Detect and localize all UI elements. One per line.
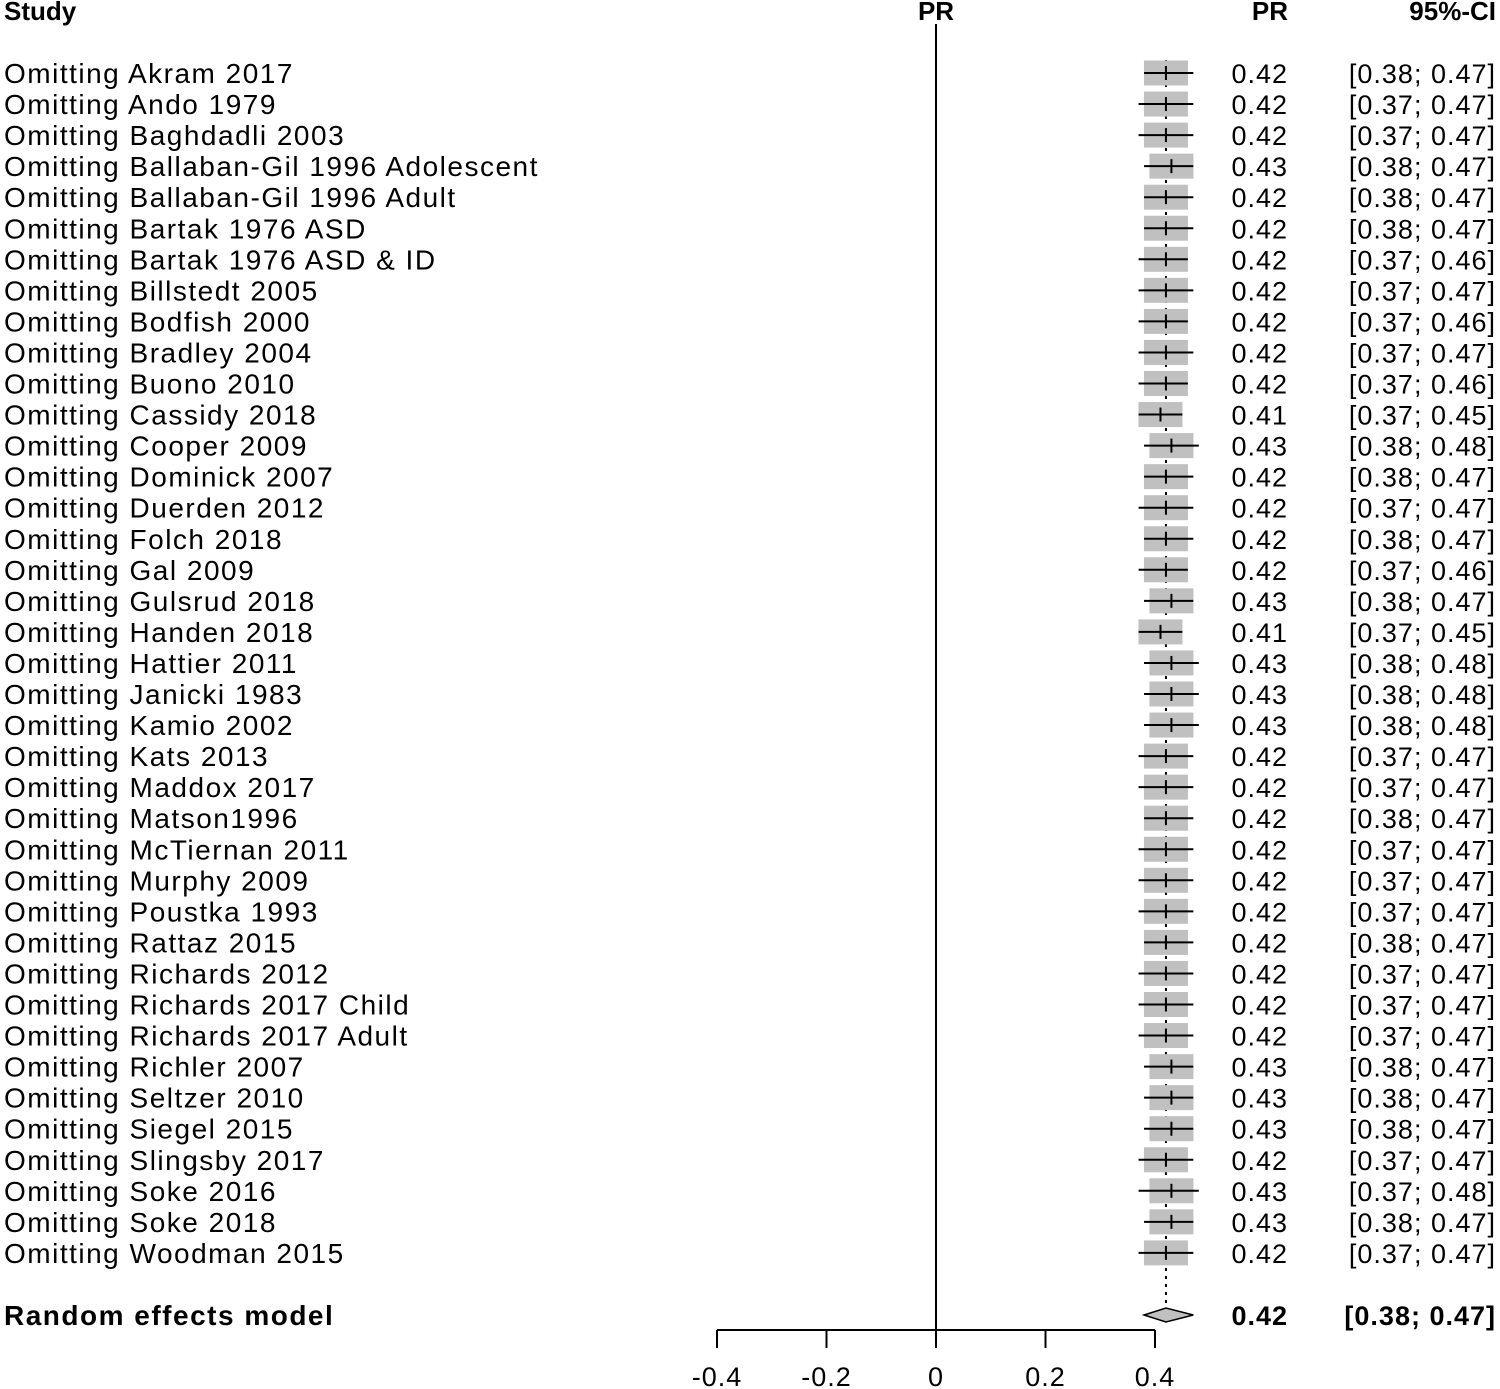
study-row	[4, 400, 1496, 431]
estimate-value: 0.42	[1231, 276, 1288, 307]
estimate-value: 0.42	[1231, 183, 1288, 214]
ci-value: [0.37; 0.47]	[1348, 1238, 1496, 1269]
summary-row	[4, 1300, 1496, 1331]
estimate-value: 0.42	[1231, 866, 1288, 897]
summary-label: Random effects model	[4, 1300, 335, 1331]
study-row	[4, 865, 1496, 896]
ci-value: [0.38; 0.47]	[1348, 524, 1496, 555]
study-row	[4, 275, 1496, 306]
study-row	[4, 1083, 1496, 1114]
study-row	[4, 1238, 1496, 1269]
ci-value: [0.38; 0.47]	[1348, 152, 1496, 183]
estimate-value: 0.42	[1231, 369, 1288, 400]
ci-value: [0.37; 0.47]	[1348, 866, 1496, 897]
estimate-value: 0.43	[1231, 648, 1288, 679]
estimate-value: 0.43	[1231, 431, 1288, 462]
ci-value: [0.38; 0.47]	[1348, 1207, 1496, 1238]
estimate-value: 0.42	[1231, 59, 1288, 89]
study-label: Omitting Gal 2009	[4, 554, 256, 586]
study-row	[4, 927, 1496, 958]
study-label: Omitting Bartak 1976 ASD & ID	[4, 244, 437, 276]
ci-value: [0.38; 0.47]	[1348, 462, 1496, 493]
estimate-value: 0.42	[1231, 555, 1288, 586]
ci-value: [0.37; 0.46]	[1348, 307, 1496, 338]
estimate-value: 0.42	[1231, 804, 1288, 835]
study-label: Omitting Ballaban-Gil 1996 Adult	[4, 182, 457, 214]
study-label: Omitting Gulsrud 2018	[4, 585, 316, 617]
study-label: Omitting Hattier 2011	[4, 647, 298, 679]
x-axis-tick-label: -0.4	[691, 1362, 743, 1389]
study-row	[4, 182, 1496, 213]
ci-value: [0.37; 0.47]	[1348, 897, 1496, 928]
ci-value: [0.37; 0.46]	[1348, 555, 1496, 586]
ci-value: [0.37; 0.47]	[1348, 338, 1496, 369]
ci-value: [0.38; 0.48]	[1348, 680, 1496, 710]
study-row	[4, 244, 1496, 275]
study-label: Omitting Dominick 2007	[4, 461, 335, 493]
x-axis-tick-label: -0.2	[801, 1362, 852, 1389]
ci-value: [0.38; 0.47]	[1348, 928, 1496, 959]
study-row	[4, 1114, 1496, 1145]
estimate-value: 0.42	[1231, 959, 1288, 990]
study-row	[4, 741, 1496, 772]
header-row	[4, 0, 1496, 26]
study-label: Omitting Handen 2018	[4, 616, 315, 648]
study-row	[4, 213, 1496, 244]
study-label: Omitting Buono 2010	[4, 368, 296, 400]
x-axis	[692, 1330, 1176, 1389]
study-label: Omitting Soke 2016	[4, 1175, 277, 1207]
study-label: Omitting Slingsby 2017	[4, 1144, 325, 1176]
estimate-value: 0.42	[1231, 245, 1288, 276]
ci-value: [0.38; 0.47]	[1348, 1083, 1496, 1114]
x-axis-tick-label: 0.2	[1025, 1362, 1066, 1389]
study-row	[4, 772, 1496, 803]
ci-value: [0.37; 0.47]	[1348, 742, 1496, 773]
study-label: Omitting Billstedt 2005	[4, 275, 319, 307]
summary-estimate-value: 0.42	[1231, 1301, 1288, 1331]
ci-value: [0.38; 0.47]	[1348, 804, 1496, 835]
study-row	[4, 1145, 1496, 1176]
study-row	[4, 58, 1496, 89]
study-label: Omitting Seltzer 2010	[4, 1082, 305, 1114]
study-row	[4, 1021, 1496, 1052]
study-row	[4, 679, 1496, 710]
study-row	[4, 1176, 1496, 1207]
ci-value: [0.37; 0.47]	[1348, 121, 1496, 152]
estimate-value: 0.41	[1231, 400, 1288, 431]
ci-value: [0.38; 0.47]	[1348, 183, 1496, 214]
study-row	[4, 89, 1496, 120]
estimate-value: 0.42	[1231, 1021, 1288, 1052]
estimate-value: 0.42	[1231, 493, 1288, 524]
study-row	[4, 120, 1496, 151]
study-row	[4, 803, 1496, 834]
estimate-value: 0.43	[1231, 680, 1288, 710]
study-label: Omitting Matson1996	[4, 803, 299, 835]
study-label: Omitting Richards 2017 Child	[4, 989, 411, 1021]
estimate-value: 0.43	[1231, 711, 1288, 742]
study-label: Omitting Baghdadli 2003	[4, 120, 346, 152]
study-label: Omitting Kamio 2002	[4, 710, 294, 742]
estimate-value: 0.42	[1231, 307, 1288, 338]
study-row	[4, 431, 1496, 462]
estimate-value: 0.41	[1231, 617, 1288, 648]
estimate-value: 0.42	[1231, 773, 1288, 804]
ci-value: [0.38; 0.47]	[1348, 1052, 1496, 1083]
study-label: Omitting Bartak 1976 ASD	[4, 213, 367, 245]
study-label: Omitting Cassidy 2018	[4, 399, 318, 431]
ci-value: [0.37; 0.47]	[1348, 493, 1496, 524]
study-row	[4, 710, 1496, 741]
study-label: Omitting Akram 2017	[4, 58, 294, 89]
estimate-value: 0.43	[1231, 1114, 1288, 1145]
estimate-value: 0.42	[1231, 338, 1288, 369]
study-row	[4, 1207, 1496, 1238]
study-label: Omitting Woodman 2015	[4, 1237, 345, 1269]
study-row	[4, 990, 1496, 1021]
study-label: Omitting McTiernan 2011	[4, 834, 350, 866]
estimate-value: 0.43	[1231, 1083, 1288, 1114]
ci-value: [0.37; 0.47]	[1348, 1145, 1496, 1176]
ci-value: [0.37; 0.47]	[1348, 990, 1496, 1021]
x-axis-tick-label: 0.4	[1134, 1362, 1176, 1389]
ci-value: [0.37; 0.47]	[1348, 1021, 1496, 1052]
estimate-value: 0.42	[1231, 990, 1288, 1021]
study-row	[4, 493, 1496, 524]
study-row	[4, 1052, 1496, 1083]
study-label: Omitting Folch 2018	[4, 523, 284, 555]
axis-column-header: PR	[917, 0, 955, 26]
study-label: Omitting Janicki 1983	[4, 679, 304, 710]
study-row	[4, 617, 1496, 648]
study-label: Omitting Maddox 2017	[4, 772, 316, 804]
estimate-value: 0.43	[1231, 1207, 1288, 1238]
estimate-value: 0.42	[1231, 835, 1288, 866]
estimate-value: 0.42	[1231, 1238, 1288, 1269]
study-label: Omitting Cooper 2009	[4, 430, 308, 462]
study-label: Omitting Ando 1979	[4, 89, 277, 121]
ci-value: [0.38; 0.47]	[1348, 214, 1496, 245]
estimate-column-header: PR	[1251, 0, 1288, 26]
study-row	[4, 462, 1496, 493]
ci-value: [0.38; 0.47]	[1348, 59, 1496, 89]
ci-value: [0.38; 0.48]	[1348, 431, 1496, 462]
estimate-value: 0.42	[1231, 214, 1288, 245]
study-row	[4, 524, 1496, 555]
study-row	[4, 555, 1496, 586]
study-label: Omitting Rattaz 2015	[4, 927, 298, 959]
study-row	[4, 834, 1496, 865]
ci-value: [0.38; 0.47]	[1348, 1114, 1496, 1145]
summary-diamond	[1144, 1308, 1193, 1322]
study-row	[4, 648, 1496, 679]
ci-value: [0.37; 0.46]	[1348, 369, 1496, 400]
ci-value: [0.37; 0.47]	[1348, 835, 1496, 866]
ci-value: [0.38; 0.48]	[1348, 648, 1496, 679]
estimate-value: 0.42	[1231, 1145, 1288, 1176]
study-row	[4, 896, 1496, 927]
estimate-value: 0.42	[1231, 121, 1288, 152]
study-row	[4, 337, 1496, 368]
estimate-value: 0.43	[1231, 152, 1288, 183]
study-label: Omitting Ballaban-Gil 1996 Adolescent	[4, 151, 539, 183]
study-label: Omitting Richler 2007	[4, 1051, 305, 1083]
estimate-value: 0.42	[1231, 524, 1288, 555]
estimate-value: 0.43	[1231, 1176, 1288, 1207]
study-row	[4, 306, 1496, 337]
estimate-value: 0.42	[1231, 897, 1288, 928]
study-label: Omitting Siegel 2015	[4, 1113, 294, 1145]
study-row	[4, 958, 1496, 989]
estimate-value: 0.43	[1231, 1052, 1288, 1083]
estimate-value: 0.42	[1231, 742, 1288, 773]
ci-value: [0.37; 0.48]	[1348, 1176, 1496, 1207]
study-label: Omitting Bodfish 2000	[4, 306, 311, 338]
estimate-value: 0.43	[1231, 586, 1288, 617]
ci-value: [0.37; 0.47]	[1348, 959, 1496, 990]
ci-value: [0.38; 0.47]	[1348, 586, 1496, 617]
ci-value: [0.37; 0.47]	[1348, 773, 1496, 804]
estimate-value: 0.42	[1231, 462, 1288, 493]
study-label: Omitting Richards 2017 Adult	[4, 1020, 409, 1052]
study-label: Omitting Bradley 2004	[4, 337, 313, 369]
study-row	[4, 586, 1496, 617]
study-label: Omitting Soke 2018	[4, 1206, 277, 1238]
estimate-value: 0.42	[1231, 90, 1288, 121]
ci-value: [0.37; 0.45]	[1348, 617, 1496, 648]
study-column-header: Study	[4, 0, 77, 26]
ci-value: [0.37; 0.47]	[1348, 90, 1496, 121]
study-label: Omitting Duerden 2012	[4, 492, 326, 524]
study-label: Omitting Richards 2012	[4, 958, 330, 990]
ci-value: [0.37; 0.46]	[1348, 245, 1496, 276]
estimate-value: 0.42	[1231, 928, 1288, 959]
x-axis-tick-label: 0	[927, 1362, 945, 1389]
study-label: Omitting Murphy 2009	[4, 865, 310, 897]
ci-value: [0.37; 0.47]	[1348, 276, 1496, 307]
ci-column-header: 95%-CI	[1409, 0, 1496, 26]
study-label: Omitting Kats 2013	[4, 741, 270, 773]
study-row	[4, 369, 1496, 400]
summary-ci-value: [0.38; 0.47]	[1344, 1301, 1496, 1331]
ci-value: [0.37; 0.45]	[1348, 400, 1496, 431]
ci-value: [0.38; 0.48]	[1348, 711, 1496, 742]
study-row	[4, 151, 1496, 182]
study-label: Omitting Poustka 1993	[4, 896, 319, 928]
